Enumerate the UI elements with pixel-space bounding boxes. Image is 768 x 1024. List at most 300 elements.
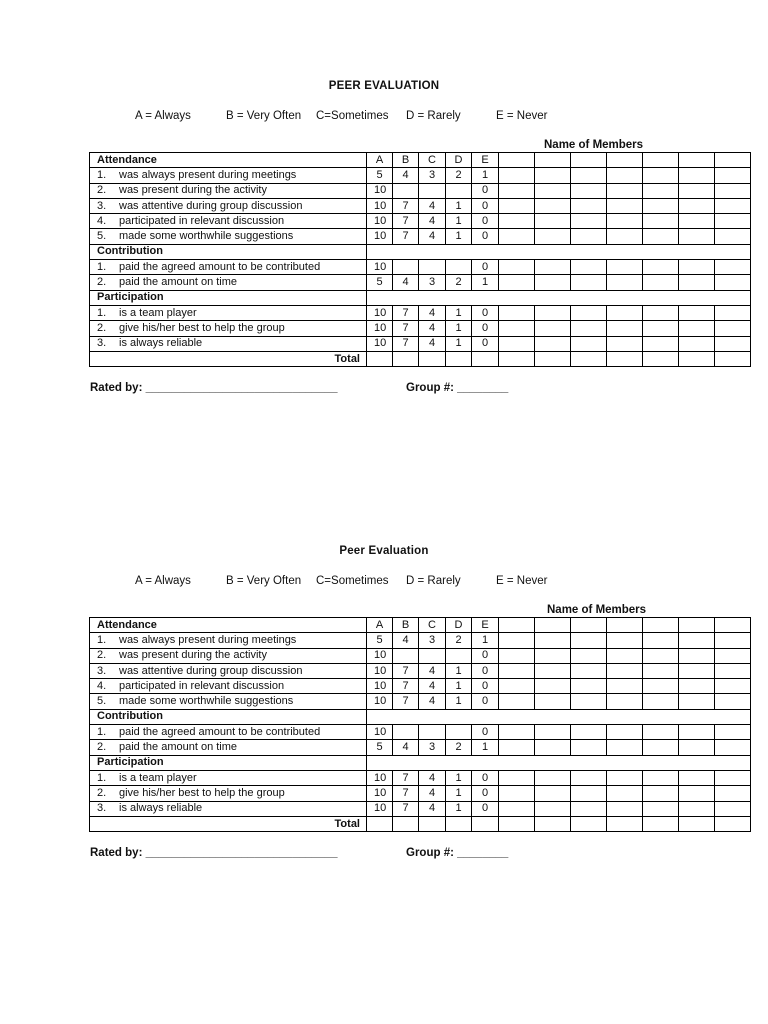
member-rating-cell[interactable] xyxy=(535,648,571,663)
member-rating-cell[interactable] xyxy=(643,663,679,678)
member-rating-cell[interactable] xyxy=(535,198,571,213)
criterion-row xyxy=(90,214,751,229)
member-rating-cell[interactable] xyxy=(499,786,535,801)
member-rating-cell[interactable] xyxy=(643,770,679,785)
member-rating-cell[interactable] xyxy=(535,275,571,290)
member-name-cell[interactable] xyxy=(499,153,535,168)
member-rating-cell[interactable] xyxy=(607,679,643,694)
score-cell: 3 xyxy=(419,275,446,290)
member-rating-cell[interactable] xyxy=(535,725,571,740)
member-rating-cell[interactable] xyxy=(715,770,751,785)
evaluation-table xyxy=(89,617,751,832)
criterion-row xyxy=(90,770,751,785)
member-rating-cell[interactable] xyxy=(499,725,535,740)
section-header-fill xyxy=(367,709,751,724)
member-rating-cell[interactable] xyxy=(535,663,571,678)
score-header: E xyxy=(472,618,499,633)
criterion-text: is a team player xyxy=(119,306,197,319)
peer-evaluation-form xyxy=(0,545,768,885)
criterion-row xyxy=(90,663,751,678)
member-rating-cell[interactable] xyxy=(643,229,679,244)
criterion-cell xyxy=(90,725,367,740)
section-name: Attendance xyxy=(90,153,367,168)
member-rating-cell[interactable] xyxy=(715,305,751,320)
criterion-text: paid the amount on time xyxy=(119,276,238,289)
member-rating-cell[interactable] xyxy=(499,648,535,663)
member-rating-cell[interactable] xyxy=(499,183,535,198)
score-cell: 0 xyxy=(472,198,499,213)
criterion-row xyxy=(90,725,751,740)
score-header: A xyxy=(367,153,393,168)
criterion-number: 1. xyxy=(97,260,107,273)
criterion-row xyxy=(90,275,751,290)
member-name-cell[interactable] xyxy=(535,618,571,633)
section-name: Participation xyxy=(90,290,367,305)
score-cell xyxy=(393,648,419,663)
score-cell: 7 xyxy=(393,801,419,816)
criterion-text: made some worthwhile suggestions xyxy=(119,230,294,243)
criterion-row xyxy=(90,198,751,213)
member-rating-cell[interactable] xyxy=(679,663,715,678)
score-cell: 0 xyxy=(472,770,499,785)
member-rating-cell[interactable] xyxy=(571,633,607,648)
criterion-number: 3. xyxy=(97,802,107,815)
criterion-row xyxy=(90,229,751,244)
score-cell: 4 xyxy=(419,229,446,244)
member-total-cell[interactable] xyxy=(499,351,535,366)
criterion-number: 2. xyxy=(97,786,107,799)
member-total-cell[interactable] xyxy=(715,816,751,831)
member-rating-cell[interactable] xyxy=(643,648,679,663)
member-rating-cell[interactable] xyxy=(571,336,607,351)
peer-evaluation-form xyxy=(0,80,768,420)
member-total-cell[interactable] xyxy=(499,816,535,831)
criterion-row xyxy=(90,168,751,183)
member-rating-cell[interactable] xyxy=(535,321,571,336)
score-cell xyxy=(419,725,446,740)
member-rating-cell[interactable] xyxy=(715,786,751,801)
member-rating-cell[interactable] xyxy=(715,275,751,290)
member-rating-cell[interactable] xyxy=(499,168,535,183)
rating-legend-item: E = Never xyxy=(496,110,548,122)
member-rating-cell[interactable] xyxy=(607,275,643,290)
member-rating-cell[interactable] xyxy=(499,305,535,320)
member-rating-cell[interactable] xyxy=(643,305,679,320)
member-rating-cell[interactable] xyxy=(535,801,571,816)
criterion-cell xyxy=(90,198,367,213)
score-cell: 2 xyxy=(446,275,472,290)
score-cell: 1 xyxy=(446,321,472,336)
member-rating-cell[interactable] xyxy=(643,740,679,755)
member-rating-cell[interactable] xyxy=(571,786,607,801)
member-rating-cell[interactable] xyxy=(715,183,751,198)
total-score-cell xyxy=(393,816,419,831)
score-cell: 0 xyxy=(472,336,499,351)
member-rating-cell[interactable] xyxy=(499,633,535,648)
member-name-cell[interactable] xyxy=(715,153,751,168)
member-rating-cell[interactable] xyxy=(679,229,715,244)
member-rating-cell[interactable] xyxy=(679,275,715,290)
member-rating-cell[interactable] xyxy=(679,305,715,320)
member-rating-cell[interactable] xyxy=(679,770,715,785)
member-total-cell[interactable] xyxy=(535,351,571,366)
members-heading: Name of Members xyxy=(547,604,647,616)
member-rating-cell[interactable] xyxy=(535,633,571,648)
member-name-cell[interactable] xyxy=(499,618,535,633)
member-rating-cell[interactable] xyxy=(715,801,751,816)
rating-legend-item: A = Always xyxy=(135,575,191,587)
member-rating-cell[interactable] xyxy=(571,321,607,336)
member-rating-cell[interactable] xyxy=(535,214,571,229)
member-name-cell[interactable] xyxy=(571,153,607,168)
score-cell: 4 xyxy=(419,786,446,801)
section-name: Attendance xyxy=(90,618,367,633)
score-cell xyxy=(446,648,472,663)
score-cell: 4 xyxy=(419,198,446,213)
member-rating-cell[interactable] xyxy=(715,168,751,183)
criterion-cell xyxy=(90,801,367,816)
member-rating-cell[interactable] xyxy=(499,214,535,229)
criterion-text: paid the amount on time xyxy=(119,741,238,754)
member-rating-cell[interactable] xyxy=(715,633,751,648)
member-rating-cell[interactable] xyxy=(607,725,643,740)
member-rating-cell[interactable] xyxy=(571,694,607,709)
member-rating-cell[interactable] xyxy=(715,321,751,336)
member-rating-cell[interactable] xyxy=(679,740,715,755)
member-rating-cell[interactable] xyxy=(715,740,751,755)
total-score-cell xyxy=(472,816,499,831)
member-rating-cell[interactable] xyxy=(679,336,715,351)
score-cell: 10 xyxy=(367,801,393,816)
criterion-text: participated in relevant discussion xyxy=(119,679,285,692)
section-header-fill xyxy=(367,244,751,259)
member-rating-cell[interactable] xyxy=(715,663,751,678)
total-score-cell xyxy=(446,816,472,831)
score-cell: 0 xyxy=(472,786,499,801)
score-cell: 4 xyxy=(419,694,446,709)
member-rating-cell[interactable] xyxy=(607,770,643,785)
score-cell: 4 xyxy=(393,275,419,290)
member-rating-cell[interactable] xyxy=(715,725,751,740)
member-rating-cell[interactable] xyxy=(643,801,679,816)
score-cell: 0 xyxy=(472,725,499,740)
member-rating-cell[interactable] xyxy=(643,198,679,213)
score-cell: 5 xyxy=(367,168,393,183)
member-total-cell[interactable] xyxy=(679,816,715,831)
score-cell: 1 xyxy=(446,786,472,801)
score-cell: 1 xyxy=(446,694,472,709)
member-rating-cell[interactable] xyxy=(571,770,607,785)
member-rating-cell[interactable] xyxy=(535,183,571,198)
member-rating-cell[interactable] xyxy=(571,740,607,755)
member-rating-cell[interactable] xyxy=(535,694,571,709)
criterion-number: 5. xyxy=(97,695,107,708)
score-cell: 10 xyxy=(367,786,393,801)
member-rating-cell[interactable] xyxy=(607,214,643,229)
score-cell: 1 xyxy=(446,214,472,229)
group-number-field[interactable]: Group #: ________ xyxy=(406,382,509,394)
section-header-row xyxy=(90,709,751,724)
member-rating-cell[interactable] xyxy=(679,633,715,648)
score-cell: 10 xyxy=(367,694,393,709)
member-total-cell[interactable] xyxy=(679,351,715,366)
member-rating-cell[interactable] xyxy=(643,275,679,290)
score-cell: 0 xyxy=(472,260,499,275)
member-rating-cell[interactable] xyxy=(499,679,535,694)
total-score-cell xyxy=(472,351,499,366)
rating-legend-item: B = Very Often xyxy=(226,575,302,587)
rating-legend-item: C=Sometimes xyxy=(316,110,389,122)
total-score-cell xyxy=(367,351,393,366)
member-rating-cell[interactable] xyxy=(715,229,751,244)
member-name-cell[interactable] xyxy=(679,618,715,633)
member-total-cell[interactable] xyxy=(643,351,679,366)
member-rating-cell[interactable] xyxy=(499,198,535,213)
total-label: Total xyxy=(90,351,367,366)
member-rating-cell[interactable] xyxy=(643,260,679,275)
member-rating-cell[interactable] xyxy=(499,770,535,785)
member-rating-cell[interactable] xyxy=(535,168,571,183)
member-rating-cell[interactable] xyxy=(715,198,751,213)
score-header: A xyxy=(367,618,393,633)
member-rating-cell[interactable] xyxy=(499,694,535,709)
member-rating-cell[interactable] xyxy=(535,229,571,244)
criterion-text: is a team player xyxy=(119,771,197,784)
member-total-cell[interactable] xyxy=(535,816,571,831)
member-rating-cell[interactable] xyxy=(679,801,715,816)
member-rating-cell[interactable] xyxy=(571,305,607,320)
member-rating-cell[interactable] xyxy=(643,725,679,740)
member-rating-cell[interactable] xyxy=(607,305,643,320)
member-rating-cell[interactable] xyxy=(535,260,571,275)
member-name-cell[interactable] xyxy=(643,618,679,633)
member-rating-cell[interactable] xyxy=(715,214,751,229)
member-rating-cell[interactable] xyxy=(499,229,535,244)
member-rating-cell[interactable] xyxy=(499,336,535,351)
member-name-cell[interactable] xyxy=(607,618,643,633)
member-rating-cell[interactable] xyxy=(571,648,607,663)
criterion-cell xyxy=(90,260,367,275)
member-rating-cell[interactable] xyxy=(607,183,643,198)
member-rating-cell[interactable] xyxy=(571,801,607,816)
member-rating-cell[interactable] xyxy=(571,214,607,229)
member-rating-cell[interactable] xyxy=(571,725,607,740)
score-cell: 1 xyxy=(472,168,499,183)
criterion-row xyxy=(90,183,751,198)
criterion-number: 5. xyxy=(97,230,107,243)
member-rating-cell[interactable] xyxy=(607,694,643,709)
member-rating-cell[interactable] xyxy=(607,663,643,678)
member-rating-cell[interactable] xyxy=(571,198,607,213)
score-cell: 1 xyxy=(472,740,499,755)
criterion-row xyxy=(90,740,751,755)
score-cell: 10 xyxy=(367,336,393,351)
score-cell: 0 xyxy=(472,229,499,244)
member-rating-cell[interactable] xyxy=(715,679,751,694)
member-rating-cell[interactable] xyxy=(499,801,535,816)
criterion-number: 3. xyxy=(97,337,107,350)
score-cell: 7 xyxy=(393,305,419,320)
member-total-cell[interactable] xyxy=(643,816,679,831)
member-rating-cell[interactable] xyxy=(679,694,715,709)
criterion-row xyxy=(90,321,751,336)
member-rating-cell[interactable] xyxy=(643,183,679,198)
member-rating-cell[interactable] xyxy=(643,679,679,694)
member-rating-cell[interactable] xyxy=(643,168,679,183)
member-rating-cell[interactable] xyxy=(571,229,607,244)
rating-legend-item: E = Never xyxy=(496,575,548,587)
member-rating-cell[interactable] xyxy=(643,214,679,229)
criterion-row xyxy=(90,260,751,275)
member-rating-cell[interactable] xyxy=(715,694,751,709)
criterion-cell xyxy=(90,168,367,183)
member-name-cell[interactable] xyxy=(607,153,643,168)
score-cell: 1 xyxy=(446,305,472,320)
member-rating-cell[interactable] xyxy=(607,260,643,275)
member-rating-cell[interactable] xyxy=(499,663,535,678)
criterion-cell xyxy=(90,321,367,336)
score-header: C xyxy=(419,618,446,633)
member-rating-cell[interactable] xyxy=(643,321,679,336)
score-cell: 7 xyxy=(393,663,419,678)
member-rating-cell[interactable] xyxy=(679,260,715,275)
member-rating-cell[interactable] xyxy=(535,336,571,351)
score-cell: 4 xyxy=(419,214,446,229)
member-name-cell[interactable] xyxy=(715,618,751,633)
member-rating-cell[interactable] xyxy=(499,740,535,755)
member-rating-cell[interactable] xyxy=(643,786,679,801)
criterion-number: 1. xyxy=(97,168,107,181)
member-rating-cell[interactable] xyxy=(535,679,571,694)
member-rating-cell[interactable] xyxy=(535,770,571,785)
criterion-number: 3. xyxy=(97,664,107,677)
member-rating-cell[interactable] xyxy=(535,740,571,755)
member-rating-cell[interactable] xyxy=(499,321,535,336)
member-name-cell[interactable] xyxy=(535,153,571,168)
member-rating-cell[interactable] xyxy=(571,679,607,694)
member-rating-cell[interactable] xyxy=(715,336,751,351)
member-rating-cell[interactable] xyxy=(715,648,751,663)
member-rating-cell[interactable] xyxy=(607,648,643,663)
member-rating-cell[interactable] xyxy=(679,725,715,740)
criterion-text: paid the agreed amount to be contributed xyxy=(119,260,321,273)
criterion-cell xyxy=(90,275,367,290)
criterion-text: paid the agreed amount to be contributed xyxy=(119,725,321,738)
criterion-cell xyxy=(90,740,367,755)
score-cell: 1 xyxy=(446,198,472,213)
member-rating-cell[interactable] xyxy=(571,663,607,678)
total-label: Total xyxy=(90,816,367,831)
member-rating-cell[interactable] xyxy=(571,168,607,183)
member-rating-cell[interactable] xyxy=(679,679,715,694)
member-rating-cell[interactable] xyxy=(679,786,715,801)
rated-by-field[interactable]: Rated by: ______________________________ xyxy=(90,382,338,394)
criterion-cell xyxy=(90,214,367,229)
member-rating-cell[interactable] xyxy=(679,648,715,663)
member-rating-cell[interactable] xyxy=(643,633,679,648)
member-rating-cell[interactable] xyxy=(679,168,715,183)
score-header: C xyxy=(419,153,446,168)
score-cell xyxy=(446,725,472,740)
criterion-text: made some worthwhile suggestions xyxy=(119,695,294,708)
criterion-text: give his/her best to help the group xyxy=(119,321,285,334)
score-cell: 1 xyxy=(446,229,472,244)
score-cell: 1 xyxy=(446,801,472,816)
member-name-cell[interactable] xyxy=(679,153,715,168)
criterion-cell xyxy=(90,648,367,663)
member-name-cell[interactable] xyxy=(571,618,607,633)
member-rating-cell[interactable] xyxy=(535,786,571,801)
member-rating-cell[interactable] xyxy=(643,694,679,709)
score-cell: 7 xyxy=(393,770,419,785)
rating-legend-item: A = Always xyxy=(135,110,191,122)
member-name-cell[interactable] xyxy=(643,153,679,168)
member-total-cell[interactable] xyxy=(715,351,751,366)
criterion-row xyxy=(90,679,751,694)
score-cell: 10 xyxy=(367,229,393,244)
rated-by-field[interactable]: Rated by: ______________________________ xyxy=(90,847,338,859)
member-rating-cell[interactable] xyxy=(499,260,535,275)
member-rating-cell[interactable] xyxy=(607,786,643,801)
score-cell: 7 xyxy=(393,679,419,694)
member-rating-cell[interactable] xyxy=(643,336,679,351)
criterion-text: is always reliable xyxy=(119,337,203,350)
member-rating-cell[interactable] xyxy=(607,229,643,244)
member-rating-cell[interactable] xyxy=(571,260,607,275)
score-cell: 10 xyxy=(367,679,393,694)
member-total-cell[interactable] xyxy=(607,816,643,831)
member-rating-cell[interactable] xyxy=(607,321,643,336)
section-header-row xyxy=(90,618,751,633)
member-rating-cell[interactable] xyxy=(499,275,535,290)
member-rating-cell[interactable] xyxy=(607,168,643,183)
member-rating-cell[interactable] xyxy=(571,275,607,290)
section-header-row xyxy=(90,244,751,259)
criterion-row xyxy=(90,336,751,351)
score-cell: 4 xyxy=(393,633,419,648)
member-total-cell[interactable] xyxy=(571,351,607,366)
member-rating-cell[interactable] xyxy=(607,801,643,816)
member-rating-cell[interactable] xyxy=(679,321,715,336)
member-total-cell[interactable] xyxy=(607,351,643,366)
criterion-row xyxy=(90,786,751,801)
member-rating-cell[interactable] xyxy=(607,633,643,648)
member-rating-cell[interactable] xyxy=(679,214,715,229)
score-cell: 0 xyxy=(472,305,499,320)
score-cell: 2 xyxy=(446,633,472,648)
member-rating-cell[interactable] xyxy=(607,198,643,213)
criterion-number: 1. xyxy=(97,306,107,319)
score-cell: 0 xyxy=(472,801,499,816)
member-rating-cell[interactable] xyxy=(607,740,643,755)
score-cell xyxy=(446,183,472,198)
member-total-cell[interactable] xyxy=(571,816,607,831)
member-rating-cell[interactable] xyxy=(571,183,607,198)
score-cell: 10 xyxy=(367,260,393,275)
score-cell: 3 xyxy=(419,168,446,183)
member-rating-cell[interactable] xyxy=(715,260,751,275)
member-rating-cell[interactable] xyxy=(607,336,643,351)
score-cell: 0 xyxy=(472,648,499,663)
member-rating-cell[interactable] xyxy=(679,198,715,213)
score-cell: 4 xyxy=(419,770,446,785)
total-row xyxy=(90,816,751,831)
group-number-field[interactable]: Group #: ________ xyxy=(406,847,509,859)
total-score-cell xyxy=(367,816,393,831)
member-rating-cell[interactable] xyxy=(679,183,715,198)
score-cell xyxy=(393,725,419,740)
member-rating-cell[interactable] xyxy=(535,305,571,320)
